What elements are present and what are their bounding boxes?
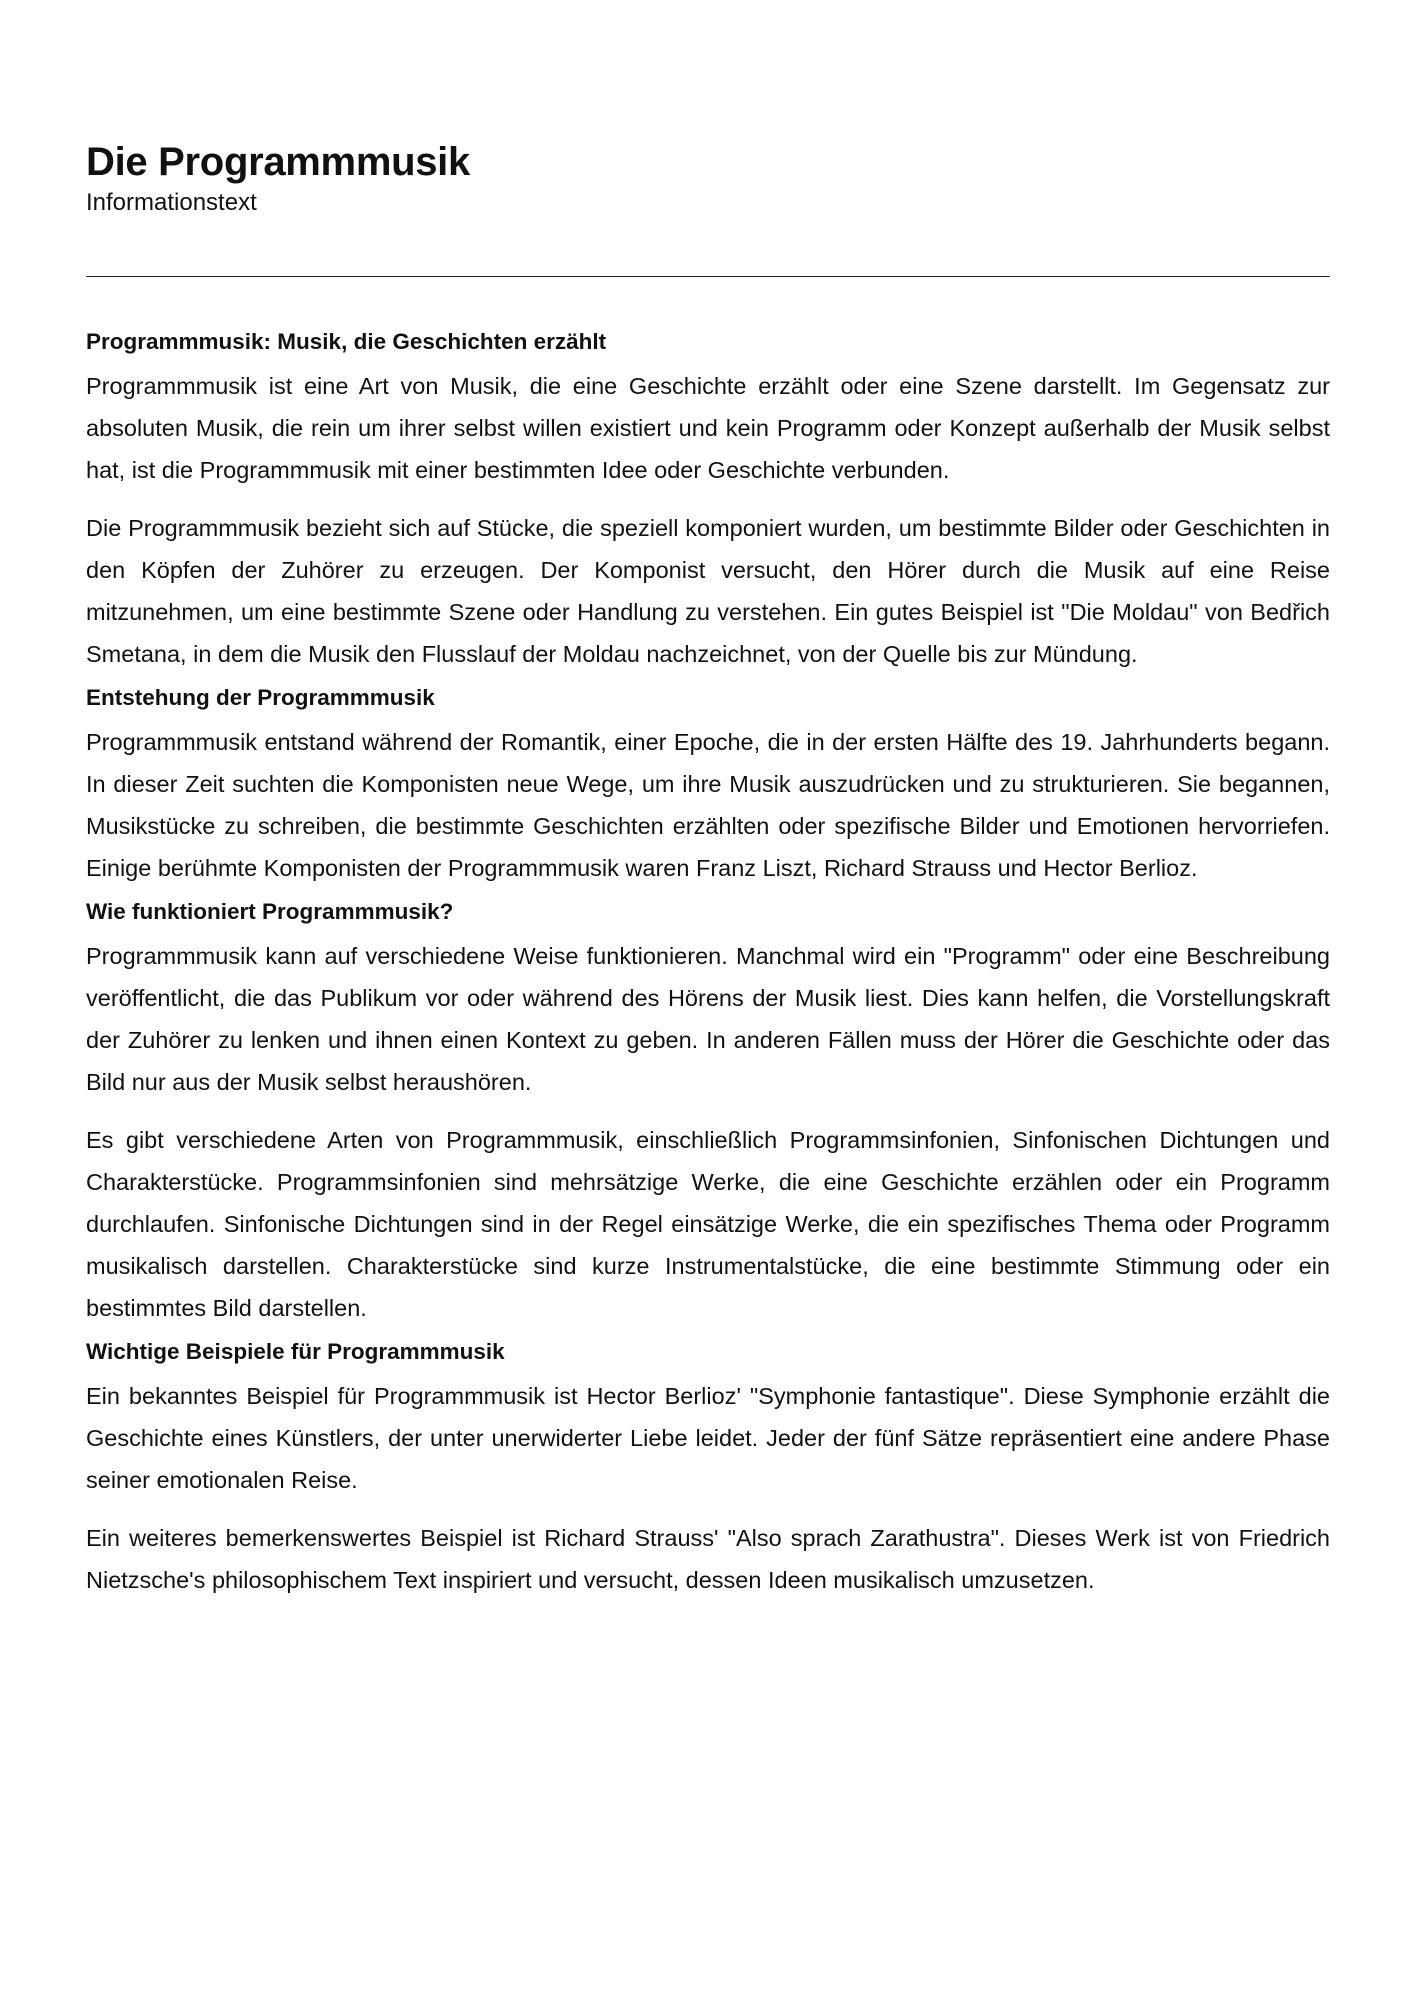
paragraph: Programmmusik ist eine Art von Musik, die eine Geschichte erzählt oder eine Szene darstellt. Im Gegensatz zur absoluten Musik, die rein um ihrer selbst willen existiert und kein Programm oder Konzept außerhalb der Musik selbst hat, ist die Programmmusik mit einer bestimmten Idee oder Geschichte verbunden. <box>86 373 1330 483</box>
section-entstehung <box>86 683 1330 889</box>
document-body <box>86 327 1330 1601</box>
paragraph: Programmmusik kann auf verschiedene Weise funktionieren. Manchmal wird ein "Programm" oder eine Beschreibung veröffentlicht, die das Publikum vor oder während des Hörens der Musik liest. Dies kann helfen, die Vorstellungskraft der Zuhörer zu lenken und ihnen einen Kontext zu geben. In anderen Fällen muss der Hörer die Geschichte oder das Bild nur aus der Musik selbst heraushören. <box>86 943 1330 1095</box>
document-page <box>86 138 1330 1617</box>
section-heading: Wichtige Beispiele für Programmmusik <box>86 1339 505 1364</box>
paragraph: Es gibt verschiedene Arten von Programmmusik, einschließlich Programmsinfonien, Sinfonischen Dichtungen und Charakterstücke. Programmsinfonien sind mehrsätzige Werke, die eine Geschichte erzählen oder ein Programm durchlaufen. Sinfonische Dichtungen sind in der Regel einsätzige Werke, die ein spezifisches Thema oder Programm musikalisch darstellen. Charakterstücke sind kurze Instrumentalstücke, die eine bestimmte Stimmung oder ein bestimmtes Bild darstellen. <box>86 1127 1330 1321</box>
paragraph: Die Programmmusik bezieht sich auf Stücke, die speziell komponiert wurden, um bestimmte Bilder oder Geschichten in den Köpfen der Zuhörer zu erzeugen. Der Komponist versucht, den Hörer durch die Musik auf eine Reise mitzunehmen, um eine bestimmte Szene oder Handlung zu verstehen. Ein gutes Beispiel ist "Die Moldau" von Bedřich Smetana, in dem die Musik den Flusslauf der Moldau nachzeichnet, von der Quelle bis zur Mündung. <box>86 515 1330 667</box>
section-heading: Wie funktioniert Programmmusik? <box>86 899 454 924</box>
paragraph: Ein bekanntes Beispiel für Programmmusik ist Hector Berlioz' "Symphonie fantastique". Diese Symphonie erzählt die Geschichte eines Künstlers, der unter unerwiderter Liebe leidet. Jeder der fünf Sätze repräsentiert eine andere Phase seiner emotionalen Reise. <box>86 1383 1330 1493</box>
page-subtitle: Informationstext <box>86 189 257 216</box>
section-heading: Programmmusik: Musik, die Geschichten erzählt <box>86 329 607 354</box>
title-divider <box>86 276 1330 277</box>
section-heading: Entstehung der Programmmusik <box>86 685 435 710</box>
section-geschichten <box>86 327 1330 675</box>
section-beispiele <box>86 1337 1330 1601</box>
paragraph: Ein weiteres bemerkenswertes Beispiel ist Richard Strauss' "Also sprach Zarathustra". Dieses Werk ist von Friedrich Nietzsche's philosophischem Text inspiriert und versucht, dessen Ideen musikalisch umzusetzen. <box>86 1525 1330 1593</box>
paragraph: Programmmusik entstand während der Romantik, einer Epoche, die in der ersten Hälfte des 19. Jahrhunderts begann. In dieser Zeit suchten die Komponisten neue Wege, um ihre Musik auszudrücken und zu strukturieren. Sie begannen, Musikstücke zu schreiben, die bestimmte Geschichten erzählten oder spezifische Bilder und Emotionen hervorriefen. Einige berühmte Komponisten der Programmmusik waren Franz Liszt, Richard Strauss und Hector Berlioz. <box>86 729 1330 881</box>
page-title: Die Programmmusik <box>86 140 470 184</box>
section-funktion <box>86 897 1330 1329</box>
